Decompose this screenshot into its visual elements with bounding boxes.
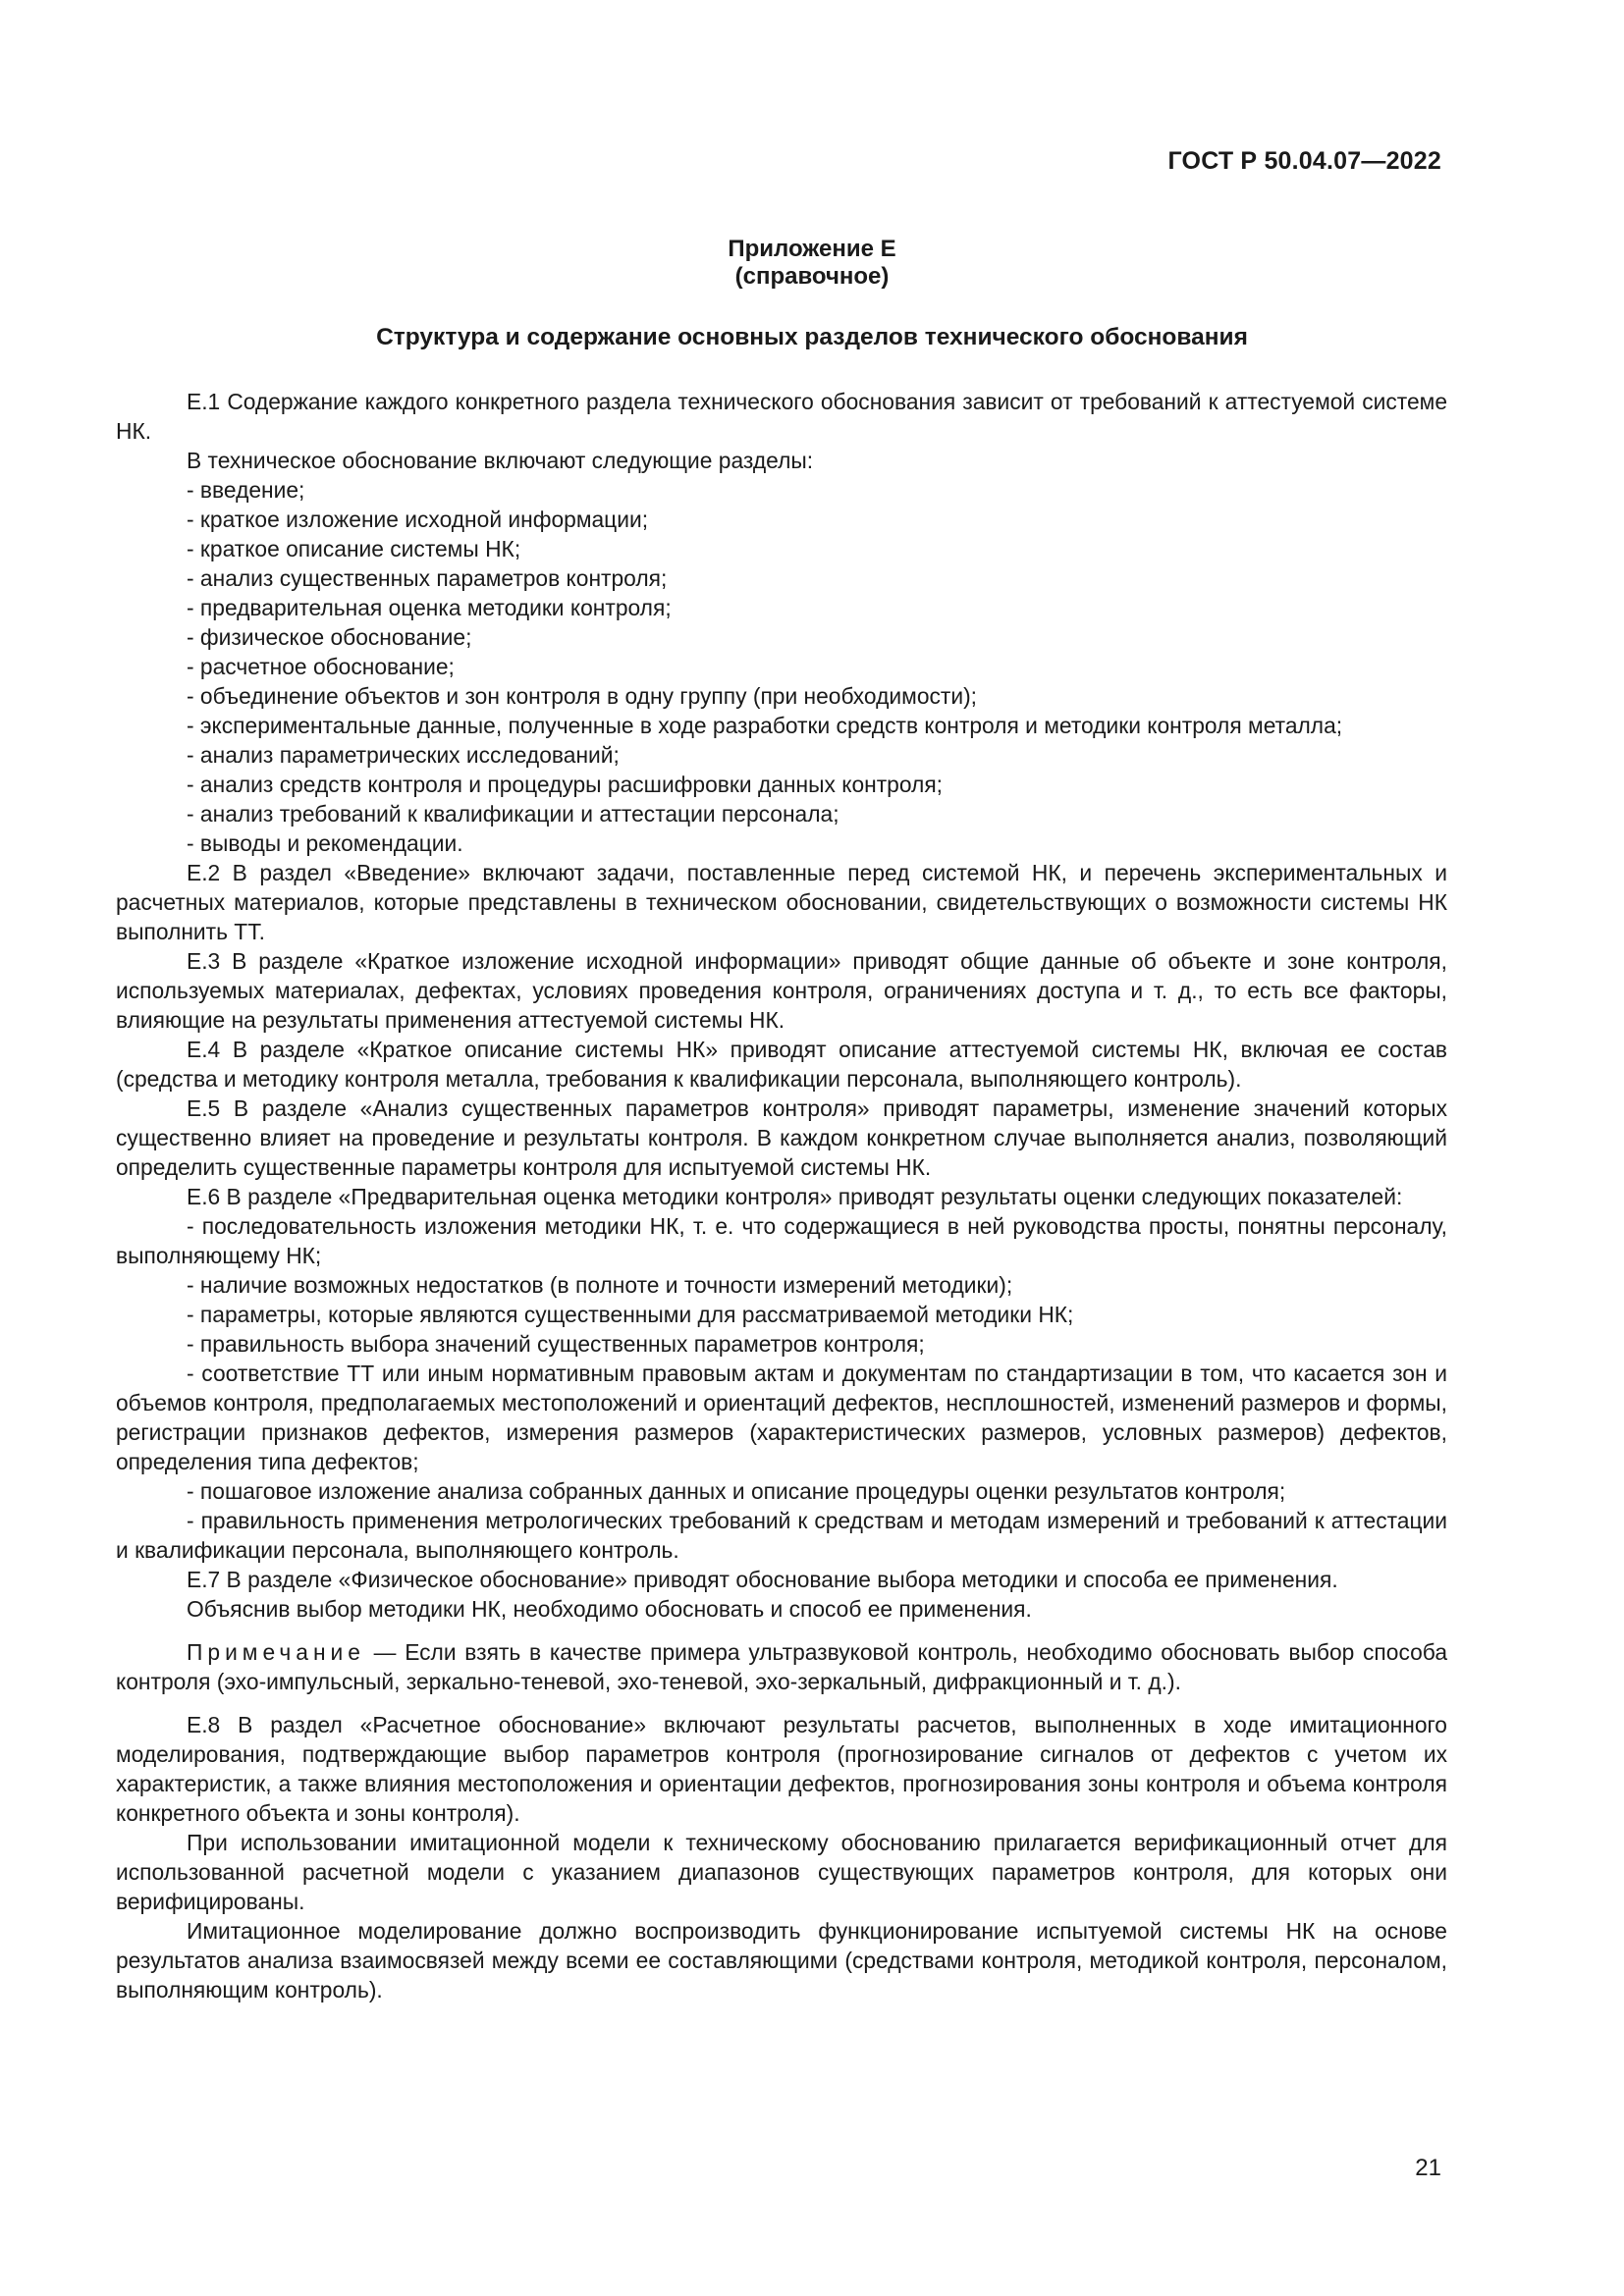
paragraph: Е.6 В разделе «Предварительная оценка методики контроля» приводят результаты оценки следующих показателей: (187, 1184, 1403, 1209)
list-item: - наличие возможных недостатков (в полноте и точности измерений методики); (187, 1272, 1013, 1298)
list-item: - предварительная оценка методики контроля; (187, 595, 672, 620)
list-item: - расчетное обоснование; (187, 654, 455, 679)
page-number: 21 (1415, 2155, 1441, 2181)
list-item: - краткое изложение исходной информации; (187, 507, 649, 532)
paragraph: В техническое обоснование включают следующие разделы: (187, 448, 814, 473)
section-title: Структура и содержание основных разделов технического обоснования (376, 324, 1248, 350)
list-item: - правильность применения метрологических требований к средствам и методам измерений и требований к аттестации и квалификации персонала, выполняющего контроль. (116, 1508, 1447, 1563)
paragraph: При использовании имитационной модели к техническому обоснованию прилагается верификационный отчет для использованной расчетной модели с указанием диапазонов существующих параметров контроля, для которых они верифицированы. (116, 1830, 1447, 1914)
appendix-label: Приложение Е (728, 236, 896, 262)
paragraph: Е.7 В разделе «Физическое обоснование» приводят обоснование выбора методики и способа ее применения. (187, 1567, 1338, 1592)
document-body (116, 387, 1447, 2004)
paragraph: Е.2 В раздел «Введение» включают задачи, поставленные перед системой НК, и перечень экспериментальных и расчетных материалов, которые представлены в техническом обосновании, свидетельствующих о возможности системы НК выполнить ТТ. (116, 860, 1447, 944)
paragraph: Е.4 В разделе «Краткое описание системы НК» приводят описание аттестуемой системы НК, включая ее состав (средства и методику контроля металла, требования к квалификации персонала, выполняющего контроль). (116, 1037, 1447, 1092)
list-item: - краткое описание системы НК; (187, 536, 521, 561)
paragraph: Е.3 В разделе «Краткое изложение исходной информации» приводят общие данные об объекте и зоне контроля, используемых материалах, дефектах, условиях проведения контроля, ограничениях доступа и т. д., то есть все факторы, влияющие на результаты применения аттестуемой системы НК. (116, 948, 1447, 1033)
list-item: - правильность выбора значений существенных параметров контроля; (187, 1331, 925, 1357)
list-item: - анализ существенных параметров контроля; (187, 565, 668, 591)
paragraph: Имитационное моделирование должно воспроизводить функционирование испытуемой системы НК на основе результатов анализа взаимосвязей между всеми ее составляющими (средствами контроля, методикой контроля, персоналом, выполняющим контроль). (116, 1918, 1447, 2002)
list-item: - экспериментальные данные, полученные в ходе разработки средств контроля и методики контроля металла; (187, 713, 1343, 738)
appendix-kind: (справочное) (734, 263, 890, 290)
paragraph: Е.5 В разделе «Анализ существенных параметров контроля» приводят параметры, изменение значений которых существенно влияет на проведение и результаты контроля. В каждом конкретном случае выполняется анализ, позволяющий определить существенные параметры контроля для испытуемой системы НК. (116, 1095, 1447, 1180)
list-item: - параметры, которые являются существенными для рассматриваемой методики НК; (187, 1302, 1074, 1327)
paragraph: Объяснив выбор методики НК, необходимо обосновать и способ ее применения. (187, 1596, 1032, 1622)
paragraph: Е.1 Содержание каждого конкретного раздела технического обоснования зависит от требований к аттестуемой системе НК. (116, 389, 1447, 444)
list-item: - выводы и рекомендации. (187, 830, 463, 856)
note (116, 1637, 1447, 1696)
list-item: - пошаговое изложение анализа собранных данных и описание процедуры оценки результатов контроля; (187, 1478, 1286, 1504)
note-text: — Если взять в качестве примера ультразвуковой контроль, необходимо обосновать выбор способа контроля (эхо-импульсный, зеркально-теневой, эхо-теневой, эхо-зеркальный, дифракционный и т. д.). (116, 1639, 1447, 1694)
standard-designation: ГОСТ Р 50.04.07—2022 (1167, 147, 1441, 175)
list-item: - последовательность изложения методики НК, т. е. что содержащиеся в ней руководства просты, понятны персоналу, выполняющему НК; (116, 1213, 1447, 1268)
list-item: - введение; (187, 477, 305, 503)
list-item: - объединение объектов и зон контроля в одну группу (при необходимости); (187, 683, 977, 709)
list-item: - соответствие ТТ или иным нормативным правовым актам и документам по стандартизации в том, что касается зон и объемов контроля, предполагаемых местоположений и ориентаций дефектов, несплошностей, изменений размеров и формы, регистрации признаков дефектов, измерения размеров (характеристических размеров, условных размеров) дефектов, определения типа дефектов; (116, 1361, 1447, 1474)
list-item: - анализ параметрических исследований; (187, 742, 620, 768)
list-item: - физическое обоснование; (187, 624, 472, 650)
note-label: Примечание (187, 1639, 365, 1665)
paragraph: Е.8 В раздел «Расчетное обоснование» включают результаты расчетов, выполненных в ходе имитационного моделирования, подтверждающие выбор параметров контроля (прогнозирование сигналов от дефектов с учетом их характеристик, а также влияния местоположения и ориентации дефектов, прогнозирования зоны контроля и объема контроля конкретного объекта и зоны контроля). (116, 1712, 1447, 1826)
list-item: - анализ требований к квалификации и аттестации персонала; (187, 801, 839, 827)
list-item: - анализ средств контроля и процедуры расшифровки данных контроля; (187, 772, 943, 797)
